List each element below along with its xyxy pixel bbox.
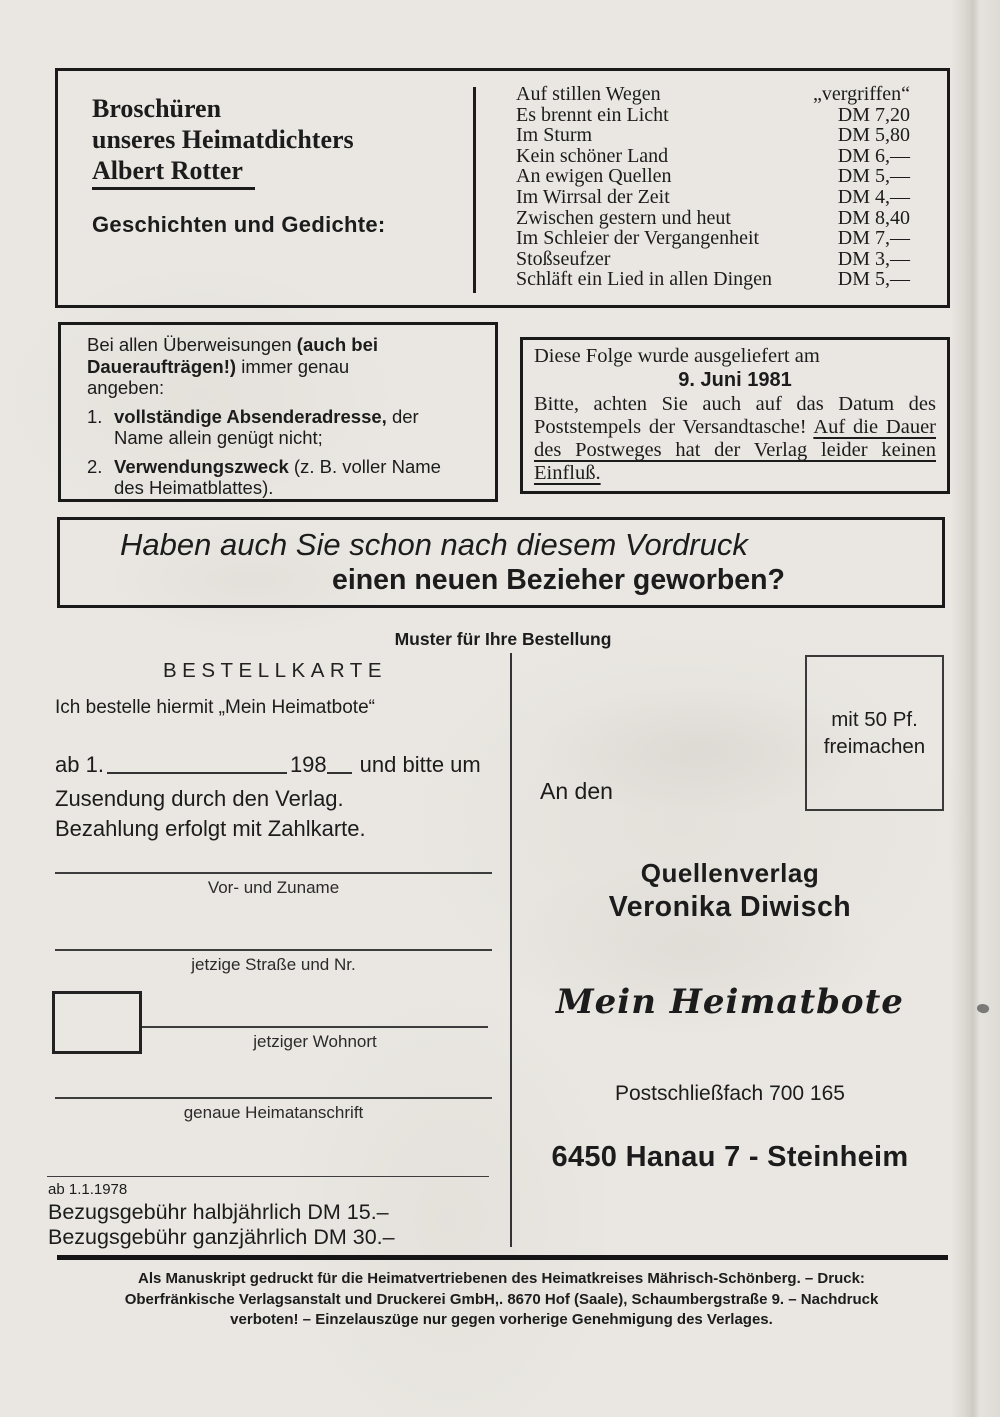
price: DM 3,—	[837, 247, 910, 270]
start-prefix: ab 1.	[55, 752, 104, 777]
publisher-name-line2: Veronika Diwisch	[608, 891, 852, 923]
price-list	[516, 84, 910, 290]
price-list-item	[516, 105, 910, 126]
price: DM 6,—	[837, 144, 910, 167]
field-label-street: jetzige Straße und Nr.	[191, 955, 356, 974]
brochures-heading-line3	[92, 155, 354, 190]
field-label-name: Vor- und Zuname	[207, 878, 340, 897]
item-text: (z. B. voller Name	[288, 455, 441, 477]
fees-effective-date: ab 1.1.1978	[48, 1181, 128, 1198]
title: Auf stillen Wegen	[516, 83, 661, 105]
form-line	[55, 949, 492, 951]
form-line	[55, 1097, 492, 1099]
price: DM 7,—	[837, 227, 910, 250]
start-suffix: und bitte um	[359, 752, 481, 777]
imprint-line3: verboten! – Einzelauszüge nur gegen vorherige Genehmigung des Verlages.	[230, 1311, 773, 1328]
delivery-intro: Diese Folge wurde ausgeliefert am	[534, 345, 820, 367]
remittance-item-2	[87, 456, 487, 499]
fill-in-line-year	[327, 772, 352, 774]
intro-text: Bei allen Überweisungen	[87, 334, 297, 355]
stamp-line2: freimachen	[823, 735, 926, 758]
imprint-rule	[57, 1255, 948, 1260]
brochures-heading-line1: Broschüren	[92, 94, 222, 123]
imprint-line1: Als Manuskript gedruckt für die Heimatvertriebenen des Heimatkreises Mährisch-Schönberg. – Druck:	[138, 1270, 865, 1287]
price-list-item	[516, 146, 910, 167]
delivery-date: 9. Juni 1981	[678, 369, 792, 391]
item-bold: vollständige Absenderadresse,	[114, 405, 387, 427]
title: Stoßseufzer	[516, 247, 611, 270]
delivery-notice-box	[520, 337, 950, 494]
title: Im Sturm	[516, 124, 593, 147]
title: An ewigen Quellen	[516, 165, 672, 188]
fee-half-year: Bezugsgebühr halbjährlich DM 15.–	[48, 1200, 389, 1224]
fees-block	[48, 1181, 395, 1250]
intro-text: angeben:	[87, 377, 165, 398]
brochures-heading	[92, 93, 354, 190]
price: DM 5,—	[837, 165, 910, 188]
remittance-intro	[87, 334, 487, 399]
city-line: 6450 Hanau 7 - Steinheim	[551, 1141, 909, 1173]
delivery-body	[534, 393, 936, 485]
delivery-body-underlined: Auf die Dauer des Postweges hat der Verlag leider keinen Einfluß.	[534, 416, 936, 484]
form-line	[142, 1026, 488, 1028]
po-box-line: Postschließfach 700 165	[615, 1082, 845, 1105]
item-text: der	[386, 405, 419, 427]
brochures-heading-line2: unseres Heimatdichters	[92, 125, 354, 154]
title: Zwischen gestern und heut	[516, 206, 731, 229]
price-list-item	[516, 228, 910, 249]
imprint	[55, 1269, 948, 1331]
price: DM 5,—	[837, 268, 910, 291]
price: „vergriffen“	[813, 83, 910, 105]
field-label-town: jetziger Wohnort	[253, 1032, 377, 1051]
ink-smudge	[976, 1002, 990, 1014]
item-number: 2.	[87, 455, 103, 477]
intro-bold: Daueraufträgen!)	[87, 355, 237, 377]
order-card-divider	[510, 653, 512, 1247]
price: DM 7,20	[837, 103, 910, 126]
start-year: 198	[289, 752, 327, 777]
title: Im Schleier der Vergangenheit	[516, 227, 760, 250]
title: Es brennt ein Licht	[516, 103, 669, 126]
brochures-subheading: Geschichten und Gedichte:	[92, 212, 386, 237]
order-sample-heading: Muster für Ihre Bestellung	[394, 629, 612, 649]
fill-in-line-month	[107, 772, 287, 774]
stamp-line1: mit 50 Pf.	[831, 708, 918, 731]
item-text: Name allein genügt nicht;	[114, 427, 323, 448]
brochures-box	[55, 68, 950, 308]
price: DM 4,—	[837, 185, 910, 208]
price-list-item	[516, 269, 910, 290]
address-salutation: An den	[540, 778, 613, 804]
address-block	[513, 857, 947, 1174]
postage-stamp-box	[805, 655, 944, 811]
title: Schläft ein Lied in allen Dingen	[516, 268, 773, 291]
delivery-body-text: Bitte, achten Sie auch auf das Datum des Poststempels der Versandtasche!	[534, 393, 936, 438]
form-line	[55, 872, 492, 874]
banner-line2: einen neuen Bezieher geworben?	[332, 564, 785, 596]
fee-full-year: Bezugsgebühr ganzjährlich DM 30.–	[48, 1225, 395, 1249]
title: Kein schöner Land	[516, 144, 669, 167]
order-start-row	[55, 752, 503, 778]
imprint-line2: Oberfränkische Verlagsanstalt und Druckerei GmbH,. 8670 Hof (Saale), Schaumbergstraße 9. – Nachdruck	[124, 1290, 879, 1308]
price-list-item	[516, 125, 910, 146]
price-list-item	[516, 249, 910, 270]
remittance-instructions-box	[58, 322, 498, 502]
intro-bold: (auch bei	[296, 334, 379, 355]
publisher-name-line1: Quellenverlag	[640, 858, 820, 888]
title: Im Wirrsal der Zeit	[516, 185, 670, 208]
field-label-home-address: genaue Heimatanschrift	[183, 1103, 364, 1122]
price-list-item	[516, 166, 910, 187]
price: DM 8,40	[837, 206, 910, 229]
recruit-banner	[57, 517, 945, 608]
order-line3: Bezahlung erfolgt mit Zahlkarte.	[55, 816, 366, 841]
price-list-item	[516, 208, 910, 229]
author-name: Albert Rotter	[92, 155, 255, 190]
magazine-script-logo: Mein Heimatbote	[556, 982, 904, 1022]
intro-text: immer genau	[236, 355, 350, 377]
price-list-item	[516, 84, 910, 105]
remittance-item-1	[87, 406, 487, 449]
order-line2: Zusendung durch den Verlag.	[55, 786, 344, 811]
form-line	[47, 1176, 489, 1177]
banner-line1: Haben auch Sie schon nach diesem Vordruck	[120, 527, 748, 562]
item-bold: Verwendungszweck	[114, 455, 289, 477]
order-intro: Ich bestelle hiermit „Mein Heimatbote“	[55, 697, 375, 718]
vertical-divider	[473, 87, 476, 293]
price-list-item	[516, 187, 910, 208]
page-fold-shadow	[950, 0, 1000, 1417]
item-number: 1.	[87, 405, 103, 427]
postal-code-box	[52, 991, 142, 1054]
item-text: des Heimatblattes).	[114, 477, 274, 498]
order-card-title: BESTELLKARTE	[163, 659, 387, 682]
price: DM 5,80	[837, 124, 910, 147]
